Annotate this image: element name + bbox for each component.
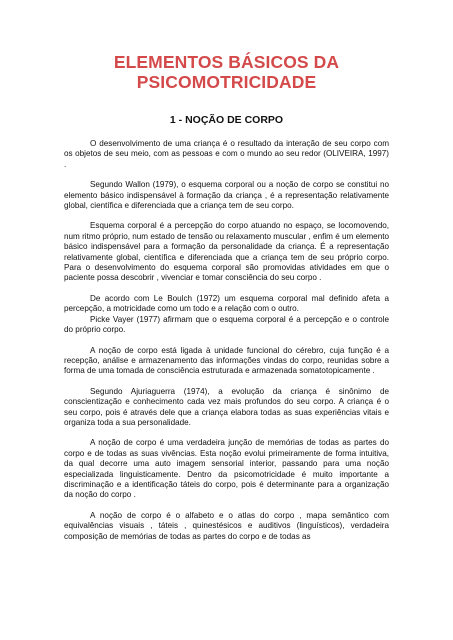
paragraph-9: A noção de corpo é o alfabeto e o atlas do corpo , mapa semântico com equivalências visuais , táteis , quinestésicos e auditivos (linguísticos), verdadeira composição de memórias de todas as partes do corpo e de todas as [64,510,389,541]
paragraph-8: A noção de corpo é uma verdadeira junção de memórias de todas as partes do corpo e de todas as suas vivências. Esta noção evolui primeiramente de forma intuitiva, da qual decorre uma auto imagem sensorial interior, passando para uma noção especializada linguisticamente. Dentro da psicomotricidade é muito importante a discriminação e a identificação táteis do corpo, pois é determinante para a organização da noção do corpo . [64,438,389,500]
paragraph-7: Segundo Ajuriaguerra (1974), a evolução da criança é sinônimo de conscientização e conhecimento cada vez mais profundos do seu corpo. A criança é o seu corpo, pois é através dele que a criança elabora todas as suas experiências vitais e organiza toda a sua personalidade. [64,386,389,427]
paragraph-1: O desenvolvimento de uma criança é o resultado da interação de seu corpo com os objetos de seu meio, com as pessoas e com o mundo ao seu redor (OLIVEIRA, 1997) . [64,139,389,169]
paragraph-2: Segundo Wallon (1979), o esquema corporal ou a noção de corpo se constitui no elemento básico indispensável à formação da criança , é a representação relativamente global, científica e diferenciada que a criança tem de seu corpo. [64,180,389,211]
paragraph-3: Esquema corporal é a percepção do corpo atuando no espaço, se locomovendo, num ritmo próprio, num estado de tensão ou relaxamento muscular , enfim é um elemento básico indispensável para a formação da personalidade da criança. É a representação relativamente global, científica e diferenciada que a criança tem de seu próprio corpo. Para o desenvolvimento do esquema corporal são promovidas atividades em que o paciente possa descobrir , vivenciar e tomar consciência do seu corpo . [64,221,389,283]
paragraph-4: De acordo com Le Boulch (1972) um esquema corporal mal definido afeta a percepção, a motricidade como um todo e a relação com o outro. [64,293,389,314]
title-line-1: ELEMENTOS BÁSICOS DA [113,52,340,72]
section-heading: 1 - NOÇÃO DE CORPO [169,114,284,126]
paragraph-6: A noção de corpo está ligada à unidade funcional do cérebro, cuja função é a recepção, análise e armazenamento das informações vindas do corpo, reunidas sobre a forma de uma tomada de consciência estruturada e armazenada somatotopicamente . [64,345,389,376]
document-title [64,52,389,92]
title-line-2: PSICOMOTRICIDADE [136,72,317,92]
paragraph-5: Picke Vayer (1977) afirmam que o esquema corporal é a percepção e o controle do próprio corpo. [64,314,389,335]
